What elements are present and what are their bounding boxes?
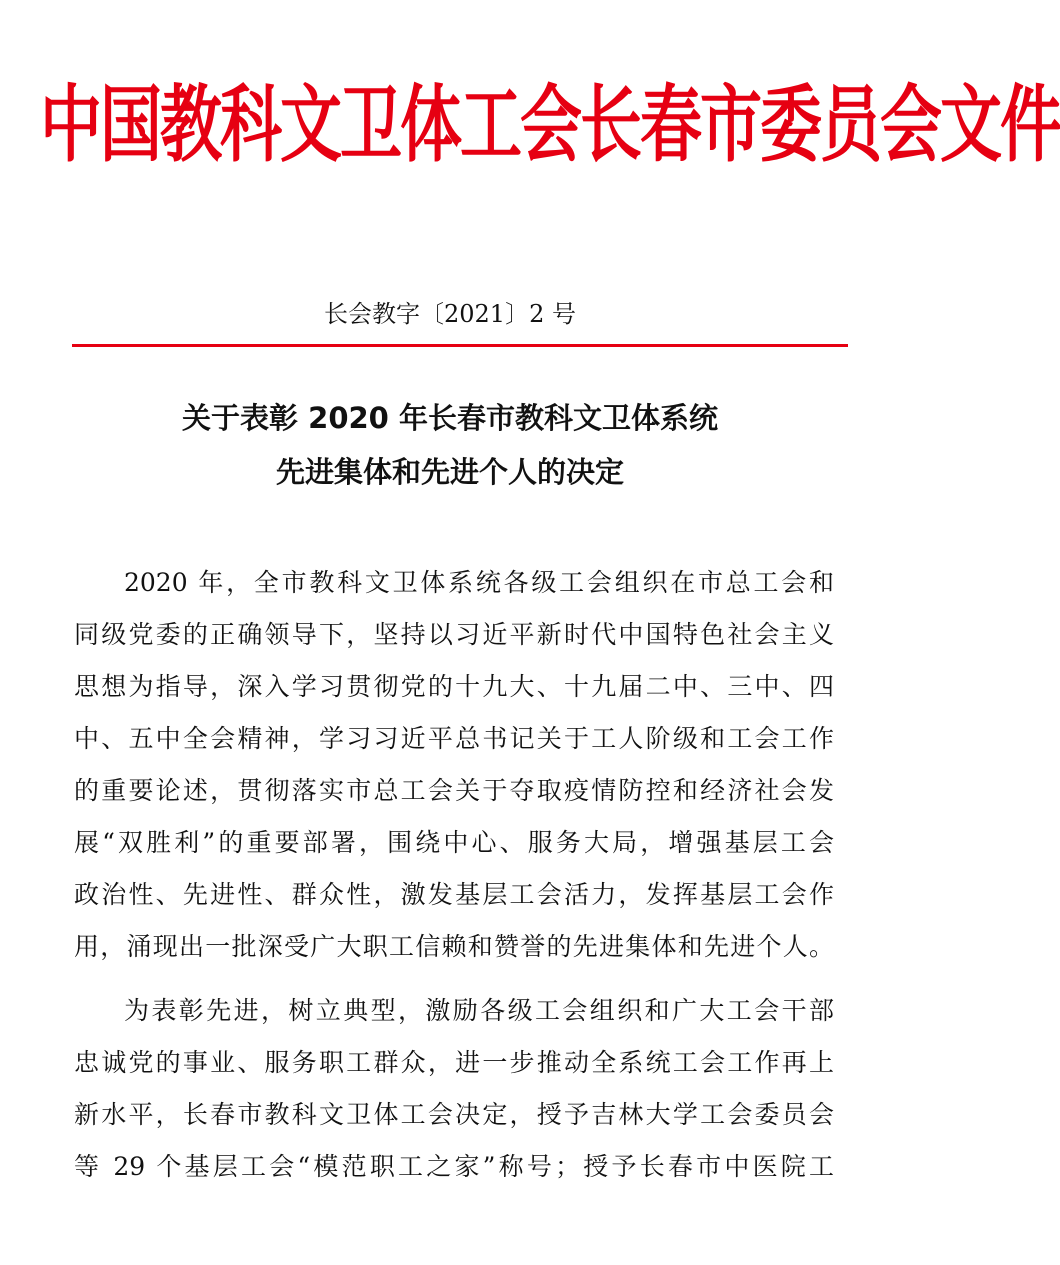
paragraph-line: 忠诚党的事业、服务职工群众，进一步推动全系统工会工作再上 — [74, 1048, 834, 1077]
paragraph-line: 为表彰先进，树立典型，激励各级工会组织和广大工会干部 — [124, 996, 834, 1025]
paragraph-line: 中、五中全会精神，学习习近平总书记关于工人阶级和工会工作 — [74, 724, 834, 753]
paragraph-line: 政治性、先进性、群众性，激发基层工会活力，发挥基层工会作 — [74, 880, 834, 909]
document-header-title: 中国教科文卫体工会长春市委员会文件 — [40, 75, 1060, 174]
document-number: 长会教字〔2021〕2 号 — [324, 300, 576, 328]
paragraph-line: 新水平，长春市教科文卫体工会决定，授予吉林大学工会委员会 — [74, 1100, 834, 1129]
paragraph-line: 思想为指导，深入学习贯彻党的十九大、十九届二中、三中、四 — [74, 672, 834, 701]
paragraph-line: 用，涌现出一批深受广大职工信赖和赞誉的先进集体和先进个人。 — [74, 932, 834, 961]
paragraph-line: 等 29 个基层工会“模范职工之家”称号；授予长春市中医院工 — [74, 1152, 834, 1181]
document-title-line-1: 关于表彰 2020 年长春市教科文卫体系统 — [182, 401, 718, 435]
header-divider — [72, 344, 848, 347]
paragraph-line: 展“双胜利”的重要部署，围绕中心、服务大局，增强基层工会 — [74, 828, 834, 857]
paragraph-line: 的重要论述，贯彻落实市总工会关于夺取疫情防控和经济社会发 — [74, 776, 834, 805]
paragraph-line: 2020 年，全市教科文卫体系统各级工会组织在市总工会和 — [124, 568, 834, 597]
paragraph-line: 同级党委的正确领导下，坚持以习近平新时代中国特色社会主义 — [74, 620, 834, 649]
document-title-line-2: 先进集体和先进个人的决定 — [275, 455, 624, 489]
